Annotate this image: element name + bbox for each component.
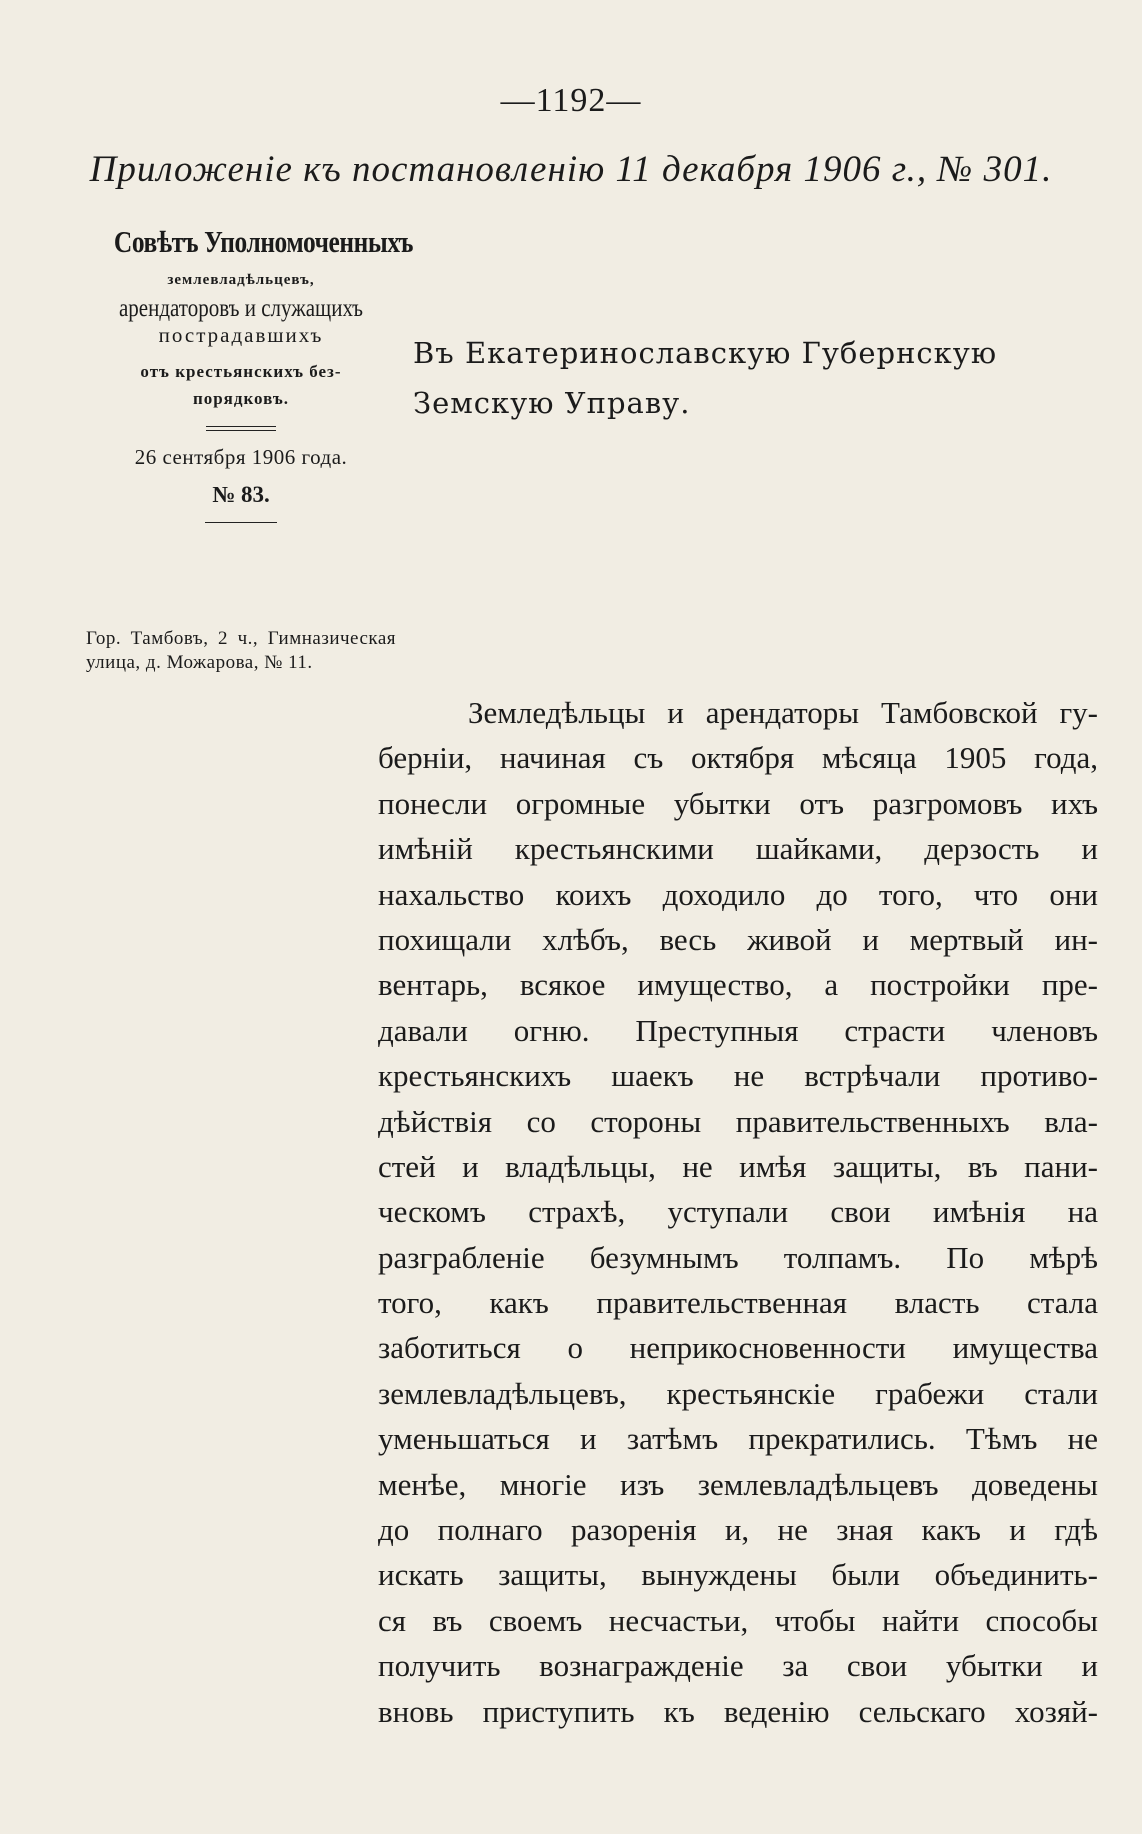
body-line: землевладѣльцевъ, крестьянскіе грабежи стали xyxy=(378,1375,1098,1411)
body-line: дѣйствія со стороны правительственныхъ вла- xyxy=(378,1103,1098,1139)
body-line: ческомъ страхѣ, уступали свои имѣнія на xyxy=(378,1194,1098,1230)
body-line: получить вознагражденіе за свои убытки и xyxy=(378,1648,1098,1684)
body-line: менѣе, многіе изъ землевладѣльцевъ доведены xyxy=(378,1466,1098,1502)
sender-line: пострадавшихъ xyxy=(158,323,324,347)
sender-line xyxy=(86,358,396,412)
body-line: стей и владѣльцы, не имѣя защиты, въ пани- xyxy=(378,1148,1098,1184)
appendix-heading: Приложеніе къ постановленію 11 декабря 1906 г., № 301. xyxy=(89,149,1053,190)
body-line: понесли огромные убытки отъ разгромовъ ихъ xyxy=(378,785,1098,821)
body-line: вентарь, всякое имущество, а постройки пре- xyxy=(378,967,1098,1003)
sender-line: землевладѣльцевъ, xyxy=(167,272,315,288)
body-line: заботиться о неприкосновенности имущества xyxy=(378,1330,1098,1366)
body-line: вновь приступить къ веденію сельскаго хозяй- xyxy=(378,1693,1098,1729)
body-line: ся въ своемъ несчастьи, чтобы найти способы xyxy=(378,1602,1098,1638)
sender-line-part: отъ крестьянскихъ без- xyxy=(140,362,342,381)
body-line: до полнаго разоренія и, не зная какъ и гдѣ xyxy=(378,1512,1098,1548)
body-line: того, какъ правительственная власть стала xyxy=(378,1285,1098,1321)
body-line: берніи, начиная съ октября мѣсяца 1905 года, xyxy=(378,740,1098,776)
sender-title: Совѣтъ Уполномоченныхъ xyxy=(113,224,414,259)
letter-date: 26 сентября 1906 года. xyxy=(134,445,348,470)
body-line: похищали хлѣбъ, весь живой и мертвый ин- xyxy=(378,921,1098,957)
sender-address: Гор. Тамбовъ, 2 ч., Гимназическая улица, д. Можарова, № 11. xyxy=(86,628,396,673)
letter-body xyxy=(378,690,1098,1734)
body-line: уменьшаться и затѣмъ прекратились. Тѣмъ не xyxy=(378,1421,1098,1457)
divider xyxy=(205,522,277,523)
sender-line-part: порядковъ. xyxy=(192,389,290,409)
body-line: искать защиты, вынуждены были объединить- xyxy=(378,1557,1098,1593)
body-line: крестьянскихъ шаекъ не встрѣчали противо- xyxy=(378,1058,1098,1094)
body-line: разграбленіе безумнымъ толпамъ. По мѣрѣ xyxy=(378,1239,1098,1275)
page-number: —1192— xyxy=(500,82,642,119)
body-line: имѣній крестьянскими шайками, дерзость и xyxy=(378,831,1098,867)
body-line: нахальство коихъ доходило до того, что они xyxy=(378,876,1098,912)
body-line: Земледѣльцы и арендаторы Тамбовской гу- xyxy=(468,695,1098,730)
recipient-line: Въ Екатеринославскую Губернскую xyxy=(413,336,998,370)
recipient-block xyxy=(413,328,1103,428)
sender-block xyxy=(86,224,414,523)
sender-line: арендаторовъ и служащихъ xyxy=(118,295,364,322)
letter-number: № 83. xyxy=(212,482,270,508)
double-divider xyxy=(206,426,276,431)
recipient-line: Земскую Управу. xyxy=(413,386,691,420)
body-line: давали огню. Преступныя страсти членовъ xyxy=(378,1012,1098,1048)
